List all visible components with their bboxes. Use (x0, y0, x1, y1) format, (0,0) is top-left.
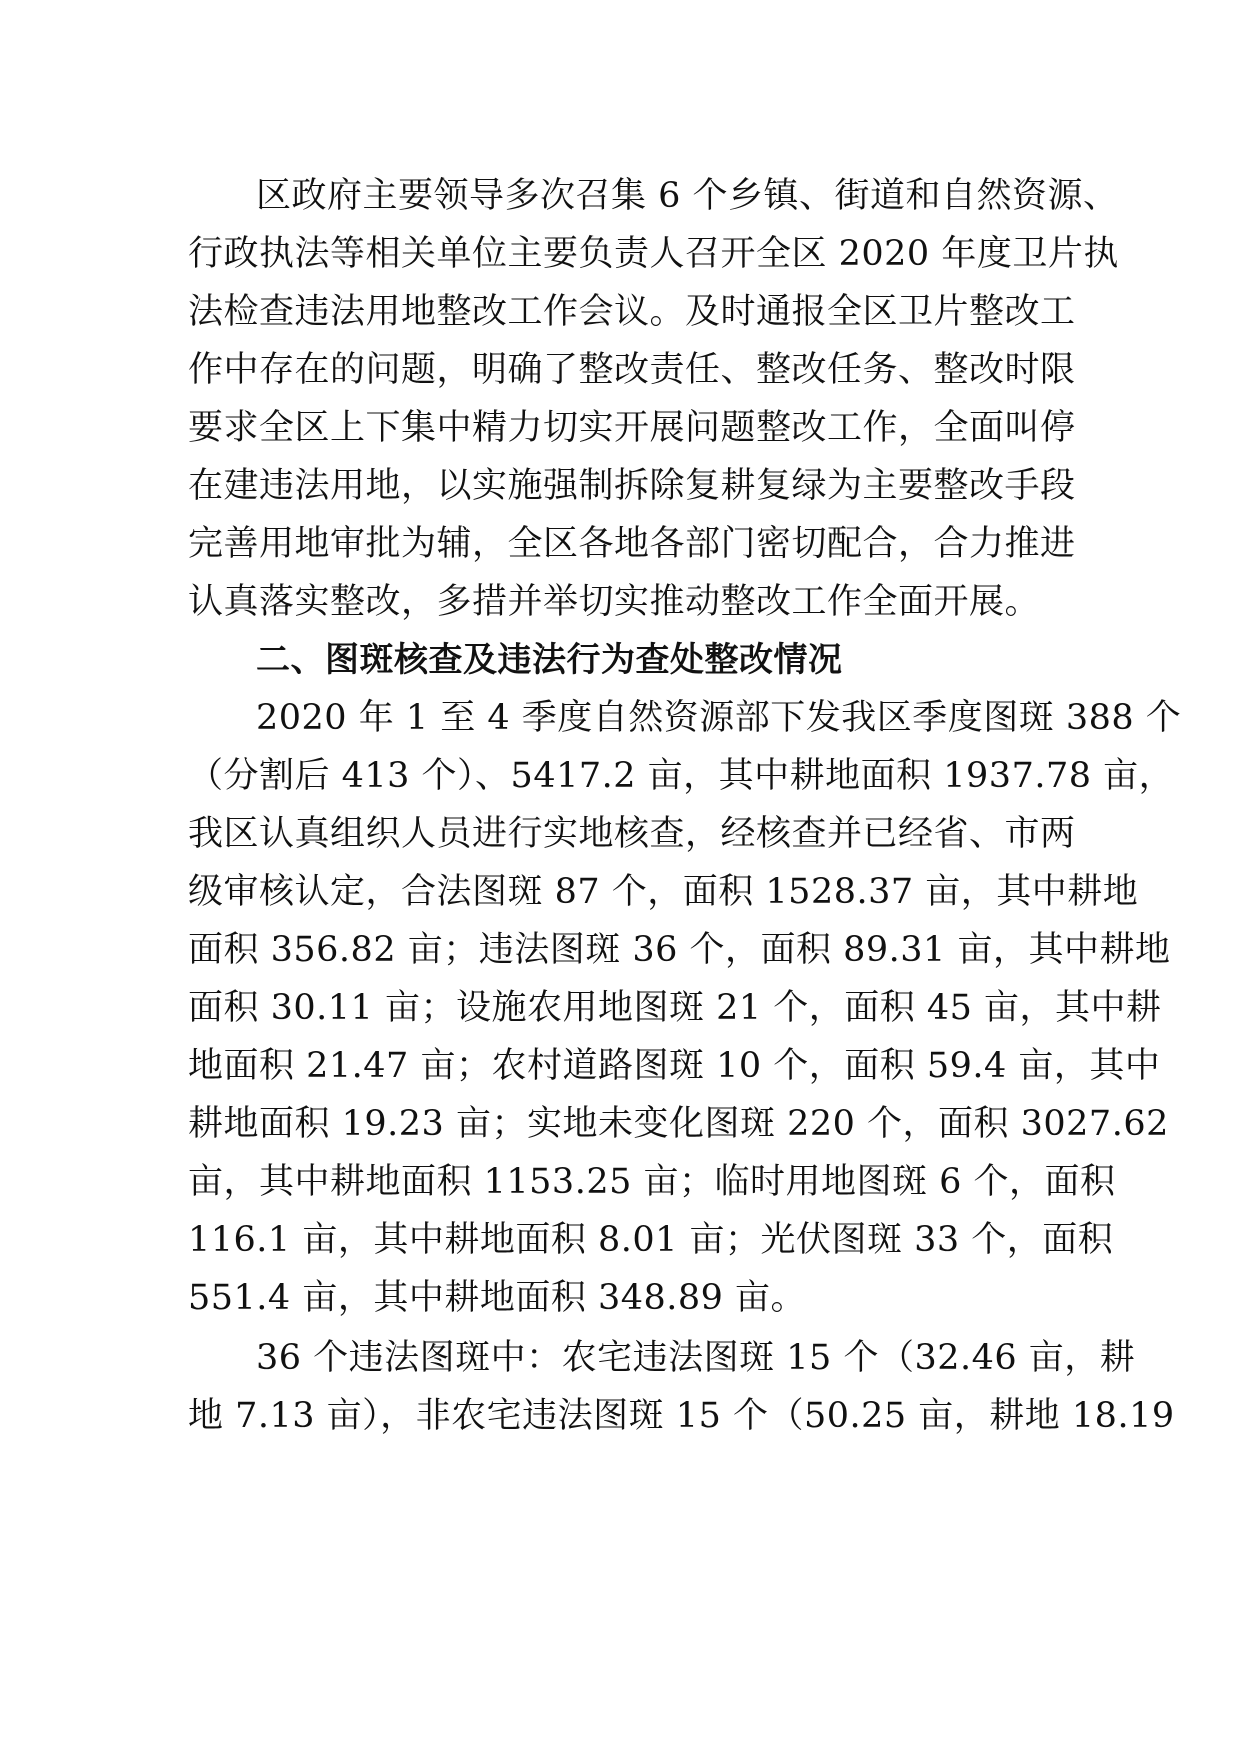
paragraph-line: 行政执法等相关单位主要负责人召开全区 2020 年度卫片执 (188, 234, 1119, 274)
paragraph-line: 亩，其中耕地面积 1153.25 亩；临时用地图斑 6 个，面积 (188, 1162, 1116, 1202)
section-heading: 二、图斑核查及违法行为查处整改情况 (256, 640, 843, 680)
paragraph-line: （分割后 413 个）、5417.2 亩，其中耕地面积 1937.78 亩， (188, 756, 1175, 796)
paragraph-line: 认真落实整改，多措并举切实推动整改工作全面开展。 (188, 582, 1041, 622)
paragraph-line: 面积 30.11 亩；设施农用地图斑 21 个，面积 45 亩，其中耕 (188, 988, 1162, 1028)
paragraph-line: 我区认真组织人员进行实地核查，经核查并已经省、市两 (188, 814, 1076, 854)
paragraph-line: 地 7.13 亩），非农宅违法图斑 15 个（50.25 亩，耕地 18.19 (188, 1396, 1175, 1436)
paragraph-line: 要求全区上下集中精力切实开展问题整改工作，全面叫停 (188, 408, 1076, 448)
paragraph-line: 级审核认定，合法图斑 87 个，面积 1528.37 亩，其中耕地 (188, 872, 1139, 912)
paragraph-line: 区政府主要领导多次召集 6 个乡镇、街道和自然资源、 (256, 176, 1119, 216)
paragraph-line: 法检查违法用地整改工作会议。及时通报全区卫片整改工 (188, 292, 1076, 332)
paragraph-line: 116.1 亩，其中耕地面积 8.01 亩；光伏图斑 33 个，面积 (188, 1220, 1114, 1260)
paragraph-line: 在建违法用地，以实施强制拆除复耕复绿为主要整改手段 (188, 466, 1076, 506)
paragraph-line: 耕地面积 19.23 亩；实地未变化图斑 220 个，面积 3027.62 (188, 1104, 1169, 1144)
paragraph-line: 面积 356.82 亩；违法图斑 36 个，面积 89.31 亩，其中耕地 (188, 930, 1171, 970)
paragraph-line: 36 个违法图斑中：农宅违法图斑 15 个（32.46 亩，耕 (256, 1338, 1136, 1378)
paragraph-line: 作中存在的问题，明确了整改责任、整改任务、整改时限 (188, 350, 1076, 390)
paragraph-line: 551.4 亩，其中耕地面积 348.89 亩。 (188, 1278, 807, 1318)
paragraph-line: 地面积 21.47 亩；农村道路图斑 10 个，面积 59.4 亩，其中 (188, 1046, 1161, 1086)
paragraph-line: 完善用地审批为辅，全区各地各部门密切配合，合力推进 (188, 524, 1076, 564)
paragraph-line: 2020 年 1 至 4 季度自然资源部下发我区季度图斑 388 个 (256, 698, 1182, 738)
